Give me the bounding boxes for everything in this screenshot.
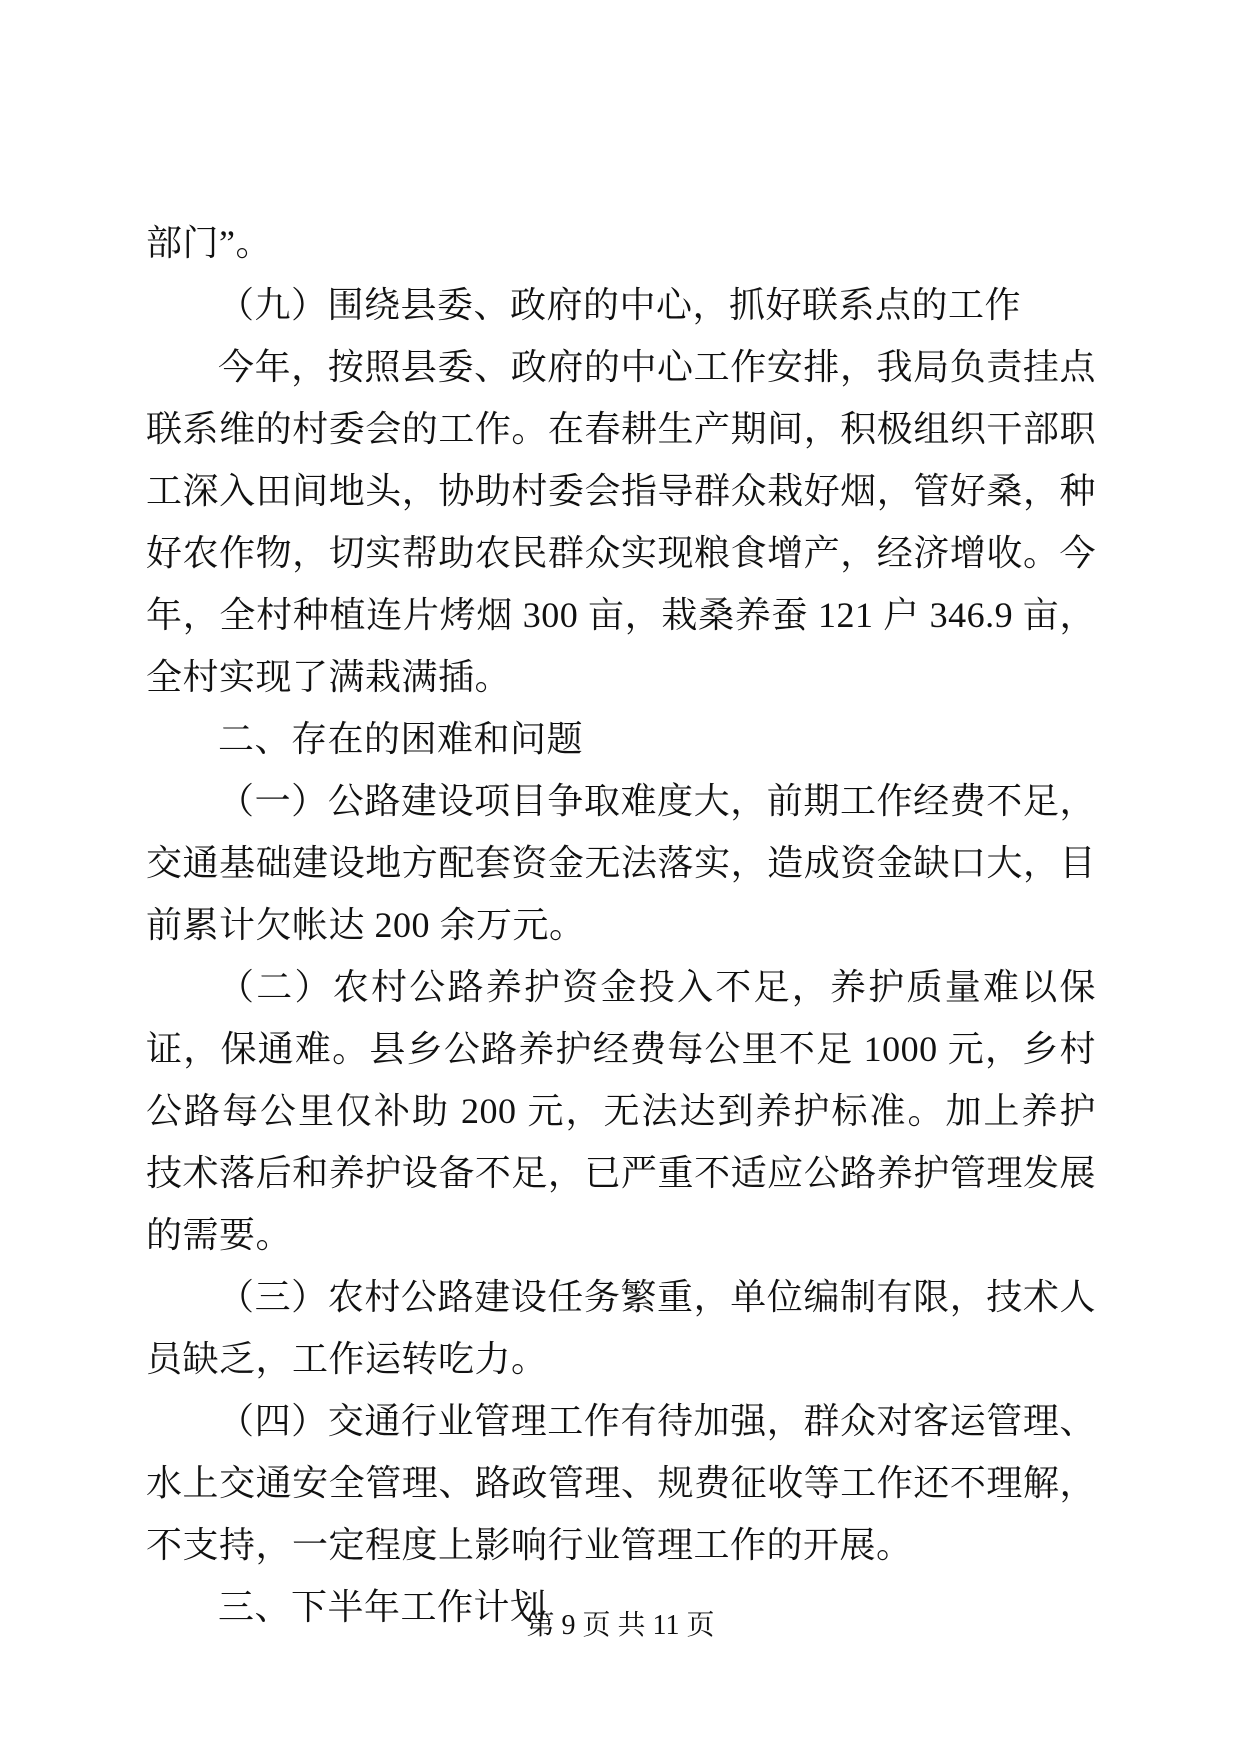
paragraph-problem-4: （四）交通行业管理工作有待加强，群众对客运管理、水上交通安全管理、路政管理、规费征收等工作还不理解，不支持，一定程度上影响行业管理工作的开展。 [146, 1401, 1096, 1565]
paragraph-heading-section-3: 三、下半年工作计划 [218, 1587, 547, 1627]
page-number-footer: 第 9 页 共 11 页 [526, 1610, 715, 1641]
paragraph-problem-1: （一）公路建设项目争取难度大，前期工作经费不足，交通基础建设地方配套资金无法落实，造成资金缺口大，目前累计欠帐达 200 余万元。 [146, 781, 1096, 945]
paragraph-heading-section-2: 二、存在的困难和问题 [218, 719, 584, 759]
paragraph-continuation: 部门”。 [146, 223, 272, 263]
paragraph-problem-2: （二）农村公路养护资金投入不足，养护质量难以保证，保通难。县乡公路养护经费每公里不足 1000 元，乡村公路每公里仅补助 200 元，无法达到养护标准。加上养护技术落后和养护设备不足，已严重不适应公路养护管理发展的需要。 [146, 967, 1096, 1255]
document-body [146, 212, 1096, 1638]
paragraph-body-liaison-work: 今年，按照县委、政府的中心工作安排，我局负责挂点联系维的村委会的工作。在春耕生产期间，积极组织干部职工深入田间地头，协助村委会指导群众栽好烟，管好桑，种好农作物，切实帮助农民群众实现粮食增产，经济增收。今年，全村种植连片烤烟 300 亩，栽桑养蚕 121 户 346.9 亩，全村实现了满栽满插。 [146, 347, 1096, 697]
paragraph-heading-9: （九）围绕县委、政府的中心，抓好联系点的工作 [218, 285, 1022, 325]
paragraph-problem-3: （三）农村公路建设任务繁重，单位编制有限，技术人员缺乏，工作运转吃力。 [146, 1277, 1096, 1379]
